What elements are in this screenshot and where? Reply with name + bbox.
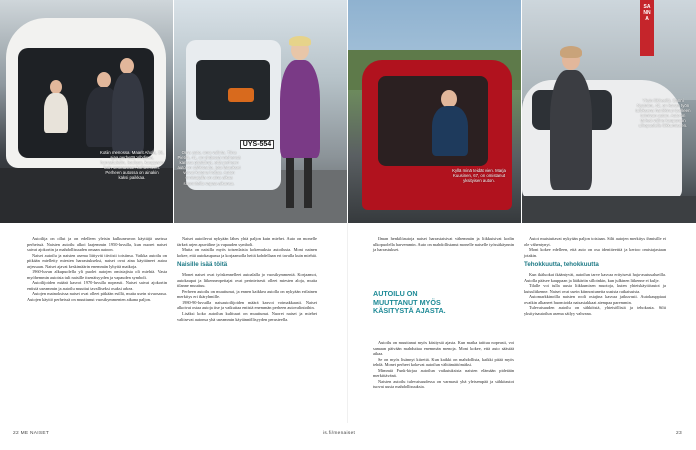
woman-hair xyxy=(560,46,582,58)
paragraph: Kun ikäluokat ikääntyvät, autoilun tarve kasvaa erityisesti haja-asutusalueilla. Autolla pääsee kauppaan ja lääkäriin silloinkin, kun julkinen liikenne ei kulje. xyxy=(524,272,666,283)
photo-caption-2: Oma auto, oma valinta. Tiina Pietilä, 41, on yhdessä miehensä kanssa päättänyt, että perheen auto on sähköauto, jota lataukset voivat kotona hoitaa. Auton omistajalla on aina aikaa suunnitella vapaa-aikansa. xyxy=(177,150,241,186)
photo-family-car-trunk xyxy=(0,0,173,223)
paragraph: Naiset autoilevat nykyään lähes yhtä paljon kuin miehet. Auto on monelle tärkeä arjen apuväline ja vapauden symboli. xyxy=(177,236,317,247)
paragraph: Automarkkinoilla naisten rooli ostajina kasvaa jatkuvasti. Autokauppiaat ovatkin alkaneet huomioida naisasiakkaat aiempaa paremmin. xyxy=(524,294,666,305)
paragraph: Lisäksi koko autoilun kulttuuri on muuttunut. Nuoret naiset ja miehet valitsevat autonsa yhä useammin käytännöllisyyden perusteella. xyxy=(177,311,317,322)
woman-hair xyxy=(289,36,311,46)
sign-text: SANNA xyxy=(643,4,651,22)
pull-quote: AUTOILU ON MUUTTANUT MYÖS KÄSITYSTÄ AJASTA. xyxy=(373,289,446,316)
orange-bag xyxy=(228,88,254,102)
red-sign xyxy=(640,0,654,56)
footer-site: is.fi/menaiset xyxy=(323,431,356,436)
paragraph: Naisten autoilu tulevaisuudessa on varmasti yhä yleisempää ja sähköautot tuovat uusia mahdollisuuksia. xyxy=(373,378,514,390)
driver-figure xyxy=(432,106,468,156)
paragraph: Perheen autoilu on muuttunut, ja ennen kaikkea autolla on nykyään erilainen merkitys eri ikäryhmille. xyxy=(177,288,317,300)
paragraph: Tulevaisuuden autoilu on sähköistä, yhteisöllistä ja tehokasta. Silti yksityisautoilun asema säilyy vahvana. xyxy=(524,305,666,317)
article-column-2 xyxy=(177,236,317,322)
woman-figure xyxy=(112,73,144,153)
photo-red-car-door xyxy=(348,0,521,223)
child2-head xyxy=(97,72,111,88)
footer-page-right: 23 xyxy=(676,431,682,436)
page-gutter xyxy=(347,223,348,423)
photo-caption-3: Kyllä minä teidät vien. Marja Kuusinen, 67, on omistanut yksityisen auton. xyxy=(452,168,506,184)
paragraph: Autoilijoiden määrä kasvoi 1970-luvulla nopeasti. Naiset saivat ajokortin entistä useammin ja autoilu muuttui tavalliseksi osaksi arkea. xyxy=(27,280,167,291)
paragraph: Autojen mainoksissa naiset ovat olleet pitkään esillä, mutta usein sivuosassa. Autojen käyttö perheissä on muuttunut vuosikymmenten aikana paljon. xyxy=(27,291,167,303)
photo-woman-trunk xyxy=(174,0,347,223)
child-head xyxy=(50,80,62,94)
paragraph: Naiset autoilu ja naisten asema liittyvät tiiviisti toisiinsa. Vaikka autoilu on pitkään mielletty miesten harrastukseksi, naiset ovat aina käyttäneet autoa arjessaan. Naiset ajavat keskimäärin enemmän lyhyitä matkoja. xyxy=(27,252,167,269)
woman-leg-right xyxy=(304,158,312,208)
paragraph: Se on myös lisännyt kiirettä. Kun kaikki on mahdollista, kaikki pitää myös tehdä. Monet perheet kokevat autoilun välttämättömäksi. xyxy=(373,356,514,368)
photo-strip xyxy=(0,0,696,223)
paragraph: Mimmiä Funk-kirjaa autoilun vaikutuksista naisten elämään pidetään merkittävänä. xyxy=(373,367,514,379)
photo-woman-leaning-car xyxy=(522,0,696,223)
license-plate: UYS-554 xyxy=(240,140,274,149)
woman-figure xyxy=(550,70,592,190)
article-column-3 xyxy=(373,340,514,390)
photo-caption-4: Yksin liikkeellä. Sanni Nyström, 42, on kovan työn tuloksena hankkinut itselleen toimivan auton. Auto on tärkeä väline kaupungin ulkopuolelle liikkumiseen. xyxy=(635,98,691,129)
paragraph: Ilman henkilöautoja naiset harrastaisivat vähemmän ja liikkuisivat kodin ulkopuolella harvemmin. Auto on mahdollistanut monelle naiselle työssäkäynnin ja harrastukset. xyxy=(373,236,514,253)
article-column-4 xyxy=(524,236,666,317)
woman-head xyxy=(120,58,134,74)
paragraph: Monet naiset ovat työskennelleet autoalalla jo vuosikymmeniä. Korjaamot, autokaupat ja liikenneopettajat ovat perinteisesti olleet miesten aloja, mutta tilanne muuttuu. xyxy=(177,272,317,289)
paragraph: Autoilu on muuttanut myös käsitystä ajasta. Kun matka taittuu nopeasti, voi samaan päivään mahduttaa enemmän menoja. Moni kokee, että auto säästää aikaa. xyxy=(373,340,514,357)
child-figure xyxy=(44,93,68,133)
footer-page-left: 22 ME NAISET xyxy=(13,431,50,436)
photo-caption-1: Kotiin menossa. Maarit Ahola, 38, ajaa perhettä Vihdissä, harrastuksiin, kouluun, kauppaan kuin seuraavaan kohteeseen. Perheen autossa on ainakin kaksi paikkaa. xyxy=(100,150,165,181)
paragraph: 1960-luvun alkupuolella yli puolet autojen omistajista oli miehiä. Vasta myöhemmin autoista tuli naisille itsenäisyyden ja vapauden symboli. xyxy=(27,269,167,280)
ground xyxy=(522,196,696,223)
woman-purple-dress xyxy=(280,60,320,158)
paragraph: Tilalle voi tulla uusia liikkumisen muotoja, kuten yhteiskäyttöautot ja kutsuliikenne. Naiset ovat usein kiinnostuneita uusista ratkaisuista. xyxy=(524,283,666,294)
paragraph: Autoilija on ollut ja on edelleen yleisin kulkuneuvon käyttäjä useissa perheissä. Naisten autoilu alkoi laajemmin 1950-luvulla, kun nuoret naiset saivat ajokortin ja mahdollisuuden omaan autoon. xyxy=(27,236,167,253)
paragraph: 1980-90-luvuilla naisautoilijoiden määrä kasvoi voimakkaasti. Naiset alkoivat ostaa autoja itse ja vaikuttaa entistä enemmän perheen autovalintoihin. xyxy=(177,299,317,311)
paragraph: Mutta on naisilla myös toisenlaisia kokemuksia autoilusta. Moni nainen kokee, että autokaupassa ja korjaamolla heitä kohdellaan eri tavalla kuin miehiä. xyxy=(177,247,317,258)
paragraph: Autot muistuttavat nykyään paljon toisiaan. Silti autojen merkitys ihmisille ei ole vähentynyt. xyxy=(524,236,666,247)
paragraph: Moni kokee edelleen, että auto on osa identiteettiä ja kertoo omistajastaan jotakin. xyxy=(524,247,666,258)
section-subhead-2: Tehokkuutta, tehokkuutta xyxy=(524,261,599,269)
woman-leg-left xyxy=(286,158,294,208)
section-subhead: Naisille isää töitä xyxy=(177,261,228,269)
article-column-1 xyxy=(27,236,167,303)
article-column-3-top xyxy=(373,236,514,253)
